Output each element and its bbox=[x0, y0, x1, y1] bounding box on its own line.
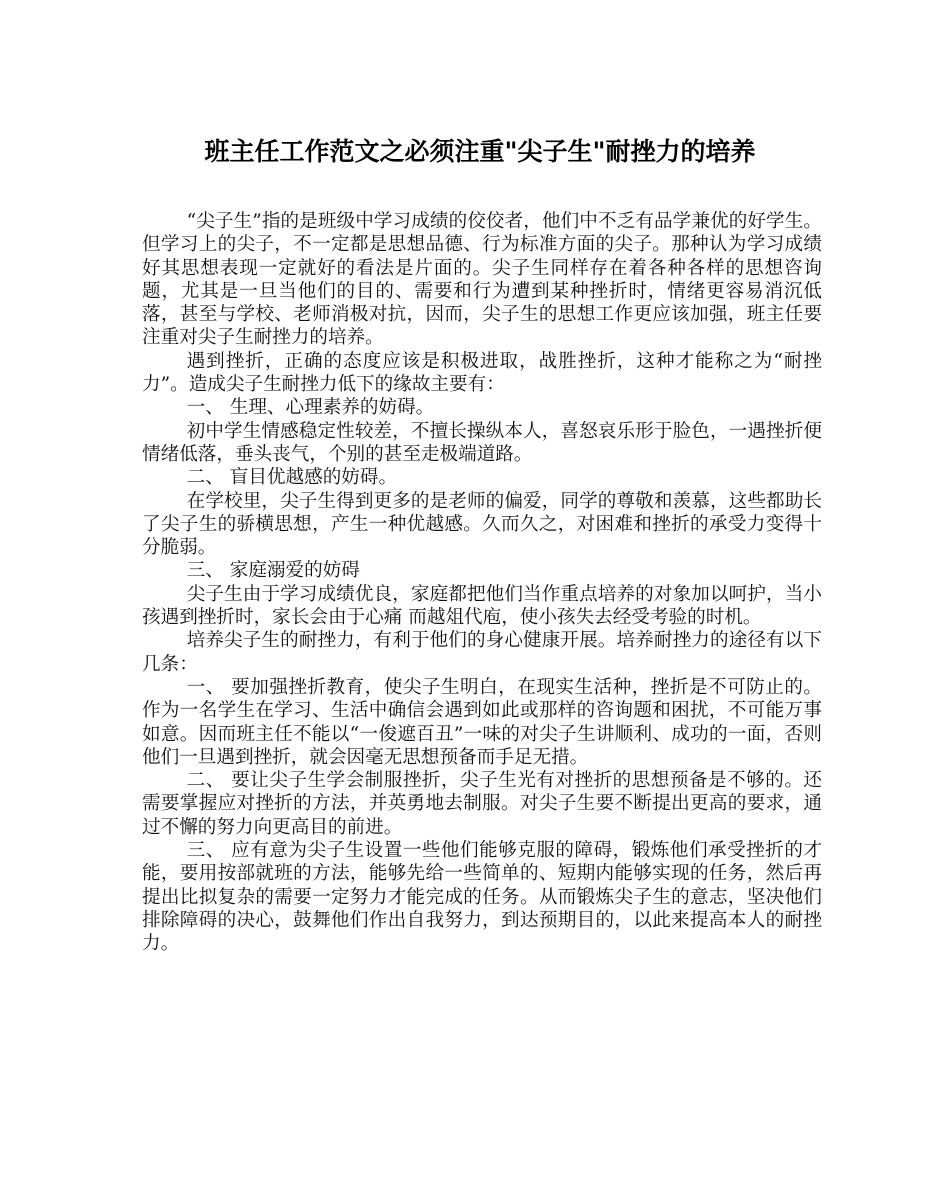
paragraph-method-3: 三、 应有意为尖子生设置一些他们能够克服的障碍，锻炼他们承受挫折的才能，要用按部就班的方法，能够先给一些简单的、短期内能够实现的任务，然后再提出比拟复杂的需要一定努力才能完成的任务。从而锻炼尖子生的意志，坚决他们排除障碍的决心，鼓舞他们作出自我努力，到达预期目的，以此来提高本人的耐挫力。 bbox=[142, 840, 822, 955]
heading-cause-1: 一、 生理、心理素养的妨碍。 bbox=[186, 397, 435, 419]
heading-cause-3: 三、 家庭溺爱的妨碍 bbox=[186, 560, 360, 582]
paragraph-causes-lead: 遇到挫折，正确的态度应该是积极进取，战胜挫折，这种才能称之为“耐挫力”。造成尖子生耐挫力低下的缘故主要有： bbox=[142, 350, 822, 396]
document-title: 班主任工作范文之必须注重"尖子生"耐挫力的培养 bbox=[204, 137, 756, 166]
paragraph-method-1: 一、 要加强挫折教育，使尖子生明白，在现实生活种，挫折是不可防止的。作为一名学生在学习、生活中确信会遇到如此或那样的咨询题和困扰，不可能万事如意。因而班主任不能以“一俊遮百丑”一味的对尖子生讲顺利、成功的一面，否则他们一旦遇到挫折，就会因毫无思想预备而手足无措。 bbox=[142, 676, 822, 768]
paragraph-intro: “尖子生”指的是班级中学习成绩的佼佼者，他们中不乏有品学兼优的好学生。但学习上的尖子，不一定都是思想品德、行为标准方面的尖子。那种认为学习成绩好其思想表现一定就好的看法是片面的。尖子生同样存在着各种各样的思想咨询题，尤其是一旦当他们的目的、需要和行为遭到某种挫折时，情绪更容易消沉低落，甚至与学校、老师消极对抗，因而，尖子生的思想工作更应该加强，班主任要注重对尖子生耐挫力的培养。 bbox=[142, 211, 822, 349]
paragraph-method-2: 二、 要让尖子生学会制服挫折，尖子生光有对挫折的思想预备是不够的。还需要掌握应对挫折的方法，并英勇地去制服。对尖子生要不断提出更高的要求，通过不懈的努力向更高目的前进。 bbox=[142, 770, 822, 838]
paragraph-cause-3: 尖子生由于学习成绩优良，家庭都把他们当作重点培养的对象加以呵护，当小孩遇到挫折时，家长会由于心痛 而越俎代庖，使小孩失去经受考验的时机。 bbox=[142, 583, 822, 629]
document-body bbox=[142, 210, 822, 956]
paragraph-methods-lead: 培养尖子生的耐挫力，有利于他们的身心健康开展。培养耐挫力的途径有以下几条： bbox=[142, 630, 822, 675]
paragraph-cause-2: 在学校里，尖子生得到更多的是老师的偏爱，同学的尊敬和羡慕，这些都助长了尖子生的骄横思想，产生一种优越感。久而久之，对困难和挫折的承受力变得十分脆弱。 bbox=[142, 490, 822, 559]
heading-cause-2: 二、 盲目优越感的妨碍。 bbox=[186, 467, 398, 489]
paragraph-cause-1: 初中学生情感稳定性较差，不擅长操纵本人，喜怒哀乐形于脸色，一遇挫折便情绪低落，垂头丧气，个别的甚至走极端道路。 bbox=[142, 420, 822, 465]
